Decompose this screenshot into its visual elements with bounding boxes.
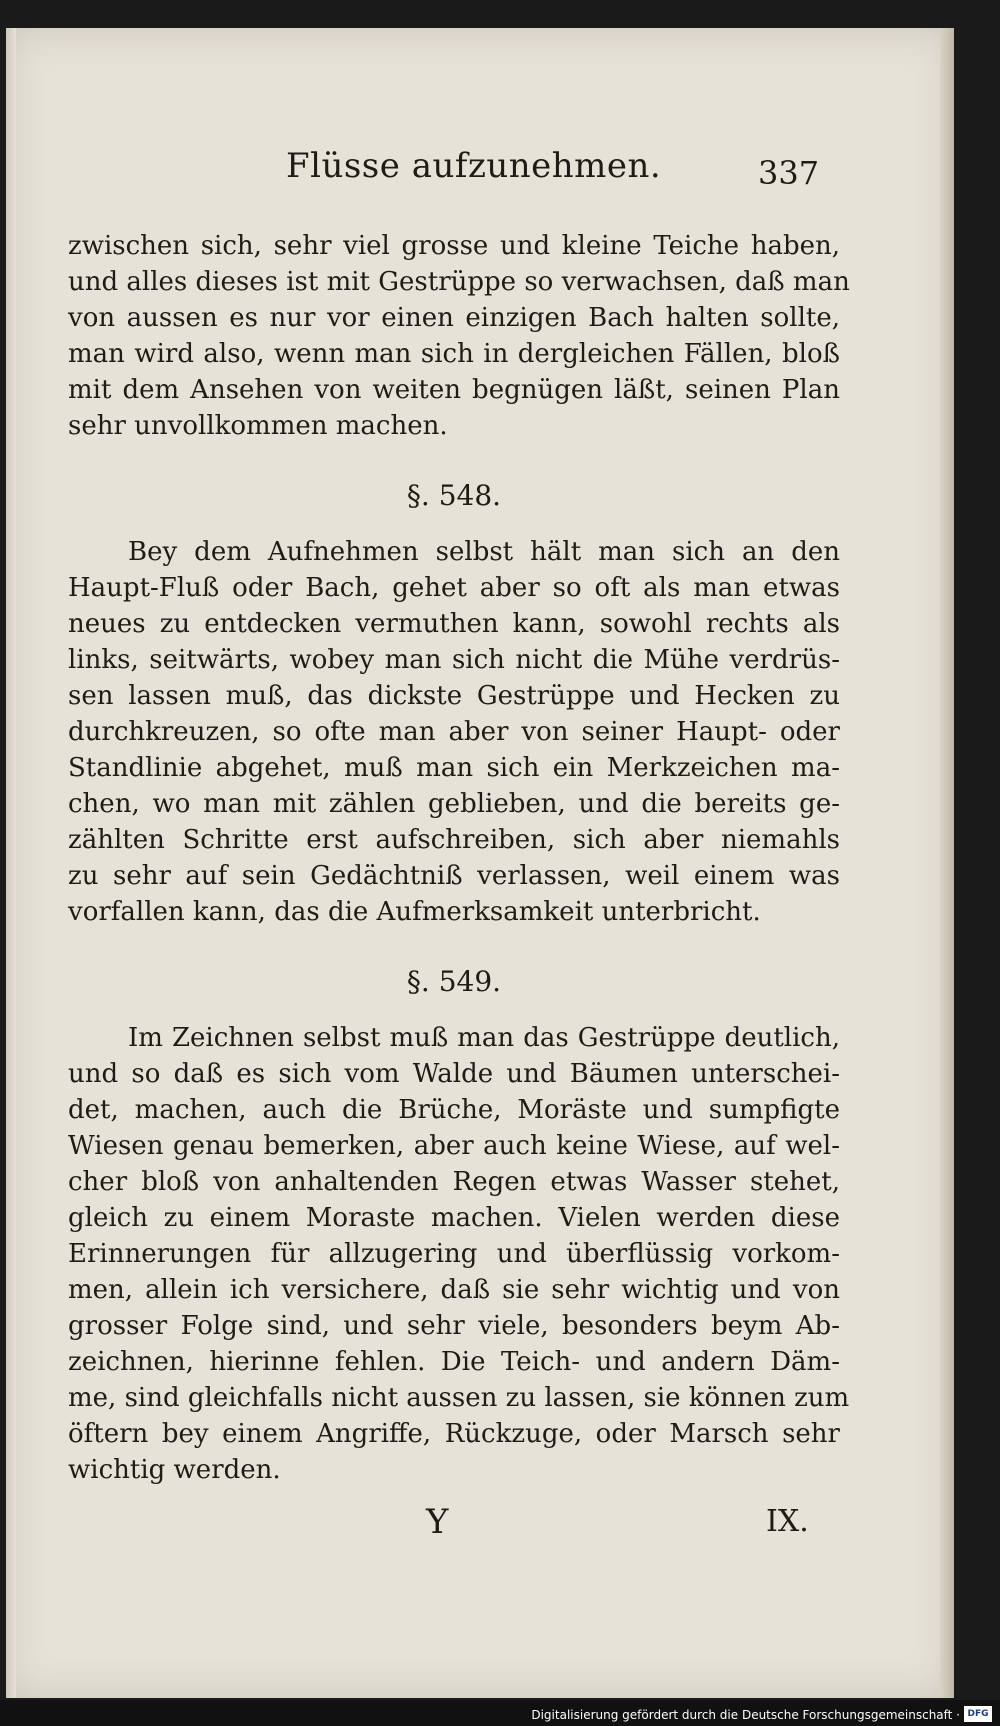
text-line: links, seitwärts, wobey man sich nicht die Mühe verdrüs- <box>68 645 840 675</box>
running-head: Flüsse aufzunehmen. <box>286 146 662 186</box>
text-line: Im Zeichnen selbst muß man das Gestrüppe deutlich, <box>128 1023 840 1053</box>
catchword: Y <box>426 1502 449 1542</box>
text-line: sen lassen muß, das dickste Gestrüppe und Hecken zu <box>68 681 840 711</box>
text-line: me, sind gleichfalls nicht aussen zu lassen, sie können zum <box>68 1383 850 1413</box>
text-line: grosser Folge sind, und sehr viele, besonders beym Ab- <box>68 1311 840 1341</box>
page-edge <box>940 28 954 1698</box>
text-line: vorfallen kann, das die Aufmerksamkeit unterbricht. <box>68 897 761 927</box>
text-line: det, machen, auch die Brüche, Moräste und sumpfigte <box>68 1095 840 1125</box>
page-gutter <box>6 28 16 1698</box>
book-page <box>6 28 954 1698</box>
text-line: wichtig werden. <box>68 1455 281 1485</box>
footer-bar <box>0 1700 1000 1726</box>
paragraph-continued <box>68 228 850 444</box>
text-line: Wiesen genau bemerken, aber auch keine Wiese, auf wel- <box>68 1131 840 1161</box>
signature-mark: IX. <box>766 1504 809 1539</box>
text-line: zählten Schritte erst aufschreiben, sich aber niemahls <box>68 825 840 855</box>
page-number: 337 <box>758 154 820 192</box>
text-line: durchkreuzen, so ofte man aber von seiner Haupt- oder <box>68 717 840 747</box>
text-line: Haupt-Fluß oder Bach, gehet aber so oft als man etwas <box>68 573 840 603</box>
text-line: mit dem Ansehen von weiten begnügen läßt, seinen Plan <box>68 375 840 405</box>
text-line: zeichnen, hierinne fehlen. Die Teich- und andern Däm- <box>68 1347 840 1377</box>
digitization-credit: Digitalisierung gefördert durch die Deutsche Forschungsgemeinschaft · <box>531 1708 960 1722</box>
text-line: sehr unvollkommen machen. <box>68 411 448 441</box>
text-line: man wird also, wenn man sich in dergleichen Fällen, bloß <box>68 339 840 369</box>
text-line: von aussen es nur vor einen einzigen Bach halten sollte, <box>68 303 840 333</box>
text-line: und alles dieses ist mit Gestrüppe so verwachsen, daß man <box>68 267 850 297</box>
text-line: öftern bey einem Angriffe, Rückzuge, oder Marsch sehr <box>68 1419 840 1449</box>
text-line: neues zu entdecken vermuthen kann, sowohl rechts als <box>68 609 840 639</box>
section-heading-549: §. 549. <box>406 965 502 998</box>
text-line: Standlinie abgehet, muß man sich ein Merkzeichen ma- <box>68 753 840 783</box>
text-line: cher bloß von anhaltenden Regen etwas Wasser stehet, <box>68 1167 840 1197</box>
text-line: zwischen sich, sehr viel grosse und kleine Teiche haben, <box>68 231 840 261</box>
section-heading-548: §. 548. <box>406 479 502 512</box>
text-line: zu sehr auf sein Gedächtniß verlassen, weil einem was <box>68 861 840 891</box>
text-line: Erinnerungen für allzugering und überflüssig vorkom- <box>68 1239 840 1269</box>
text-line: gleich zu einem Moraste machen. Vielen werden diese <box>68 1203 840 1233</box>
text-line: und so daß es sich vom Walde und Bäumen unterschei- <box>68 1059 840 1089</box>
text-line: Bey dem Aufnehmen selbst hält man sich an den <box>128 537 840 567</box>
dfg-logo: DFG <box>964 1706 992 1722</box>
paragraph-549 <box>68 1020 850 1488</box>
paragraph-548 <box>68 534 840 930</box>
text-line: men, allein ich versichere, daß sie sehr wichtig und von <box>68 1275 840 1305</box>
body-text <box>68 228 850 1488</box>
text-line: chen, wo man mit zählen geblieben, und die bereits ge- <box>68 789 840 819</box>
